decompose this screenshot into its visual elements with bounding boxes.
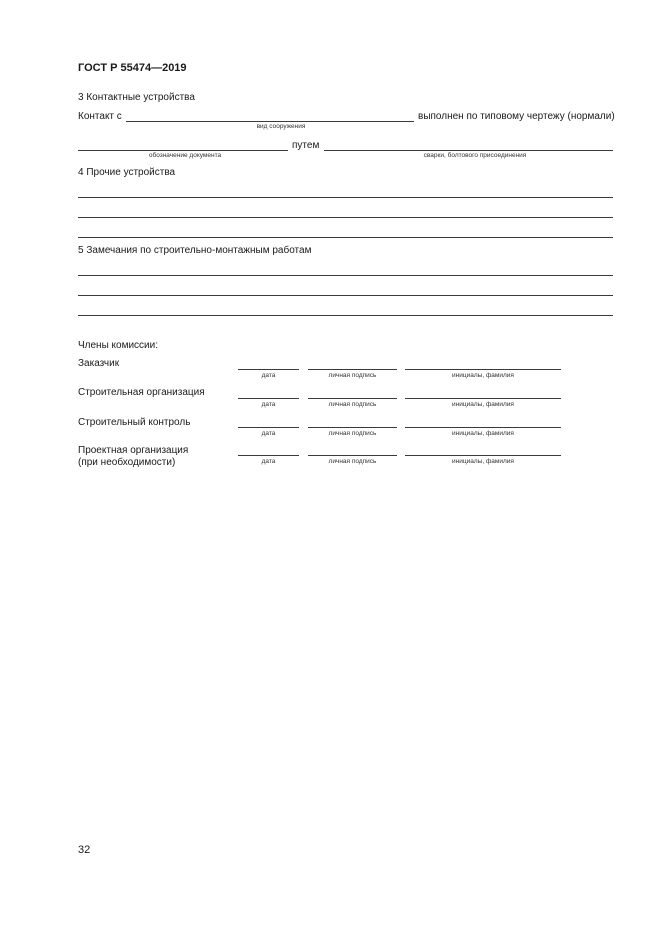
page-number: 32 [78,844,91,856]
connection-method-line [324,150,613,151]
member-role: Проектная организация [78,445,189,456]
section-5-line [78,315,613,316]
member-role: Строительный контроль [78,417,191,428]
name-line [405,455,561,456]
way-label: путем [292,140,320,151]
structure-type-caption: вид сооружения [256,123,306,130]
name-line [405,369,561,370]
date-caption: дата [261,401,276,408]
document-code: ГОСТ Р 55474—2019 [78,62,187,74]
section-5-line [78,275,613,276]
performed-label: выполнен по типовому чертежу (нормали) [418,111,615,122]
signature-line [308,369,397,370]
date-caption: дата [261,458,276,465]
date-line [238,455,299,456]
date-line [238,398,299,399]
section-5-title: 5 Замечания по строительно-монтажным работам [78,245,312,256]
signature-caption: личная подпись [328,372,377,379]
commission-title: Члены комиссии: [78,340,159,351]
date-line [238,369,299,370]
signature-caption: личная подпись [328,458,377,465]
signature-line [308,398,397,399]
member-role: Строительная организация [78,387,205,398]
name-line [405,427,561,428]
name-caption: инициалы, фамилия [452,430,514,437]
name-caption: инициалы, фамилия [452,458,514,465]
date-line [238,427,299,428]
name-caption: инициалы, фамилия [452,401,514,408]
section-4-line [78,197,613,198]
document-number-line [78,150,288,151]
member-role-note: (при необходимости) [78,457,176,468]
name-caption: инициалы, фамилия [452,372,514,379]
structure-type-line [126,121,414,122]
signature-caption: личная подпись [328,430,377,437]
contact-label: Контакт с [78,111,122,122]
date-caption: дата [261,430,276,437]
name-line [405,398,561,399]
signature-line [308,455,397,456]
date-caption: дата [261,372,276,379]
signature-caption: личная подпись [328,401,377,408]
connection-method-caption: сварки, болтового присоединения [423,152,527,159]
document-number-caption: обозначение документа [148,152,222,159]
member-role: Заказчик [78,358,120,369]
section-5-line [78,295,613,296]
section-4-title: 4 Прочие устройства [78,167,176,178]
section-4-line [78,217,613,218]
section-3-title: 3 Контактные устройства [78,92,195,103]
signature-line [308,427,397,428]
section-4-line [78,237,613,238]
